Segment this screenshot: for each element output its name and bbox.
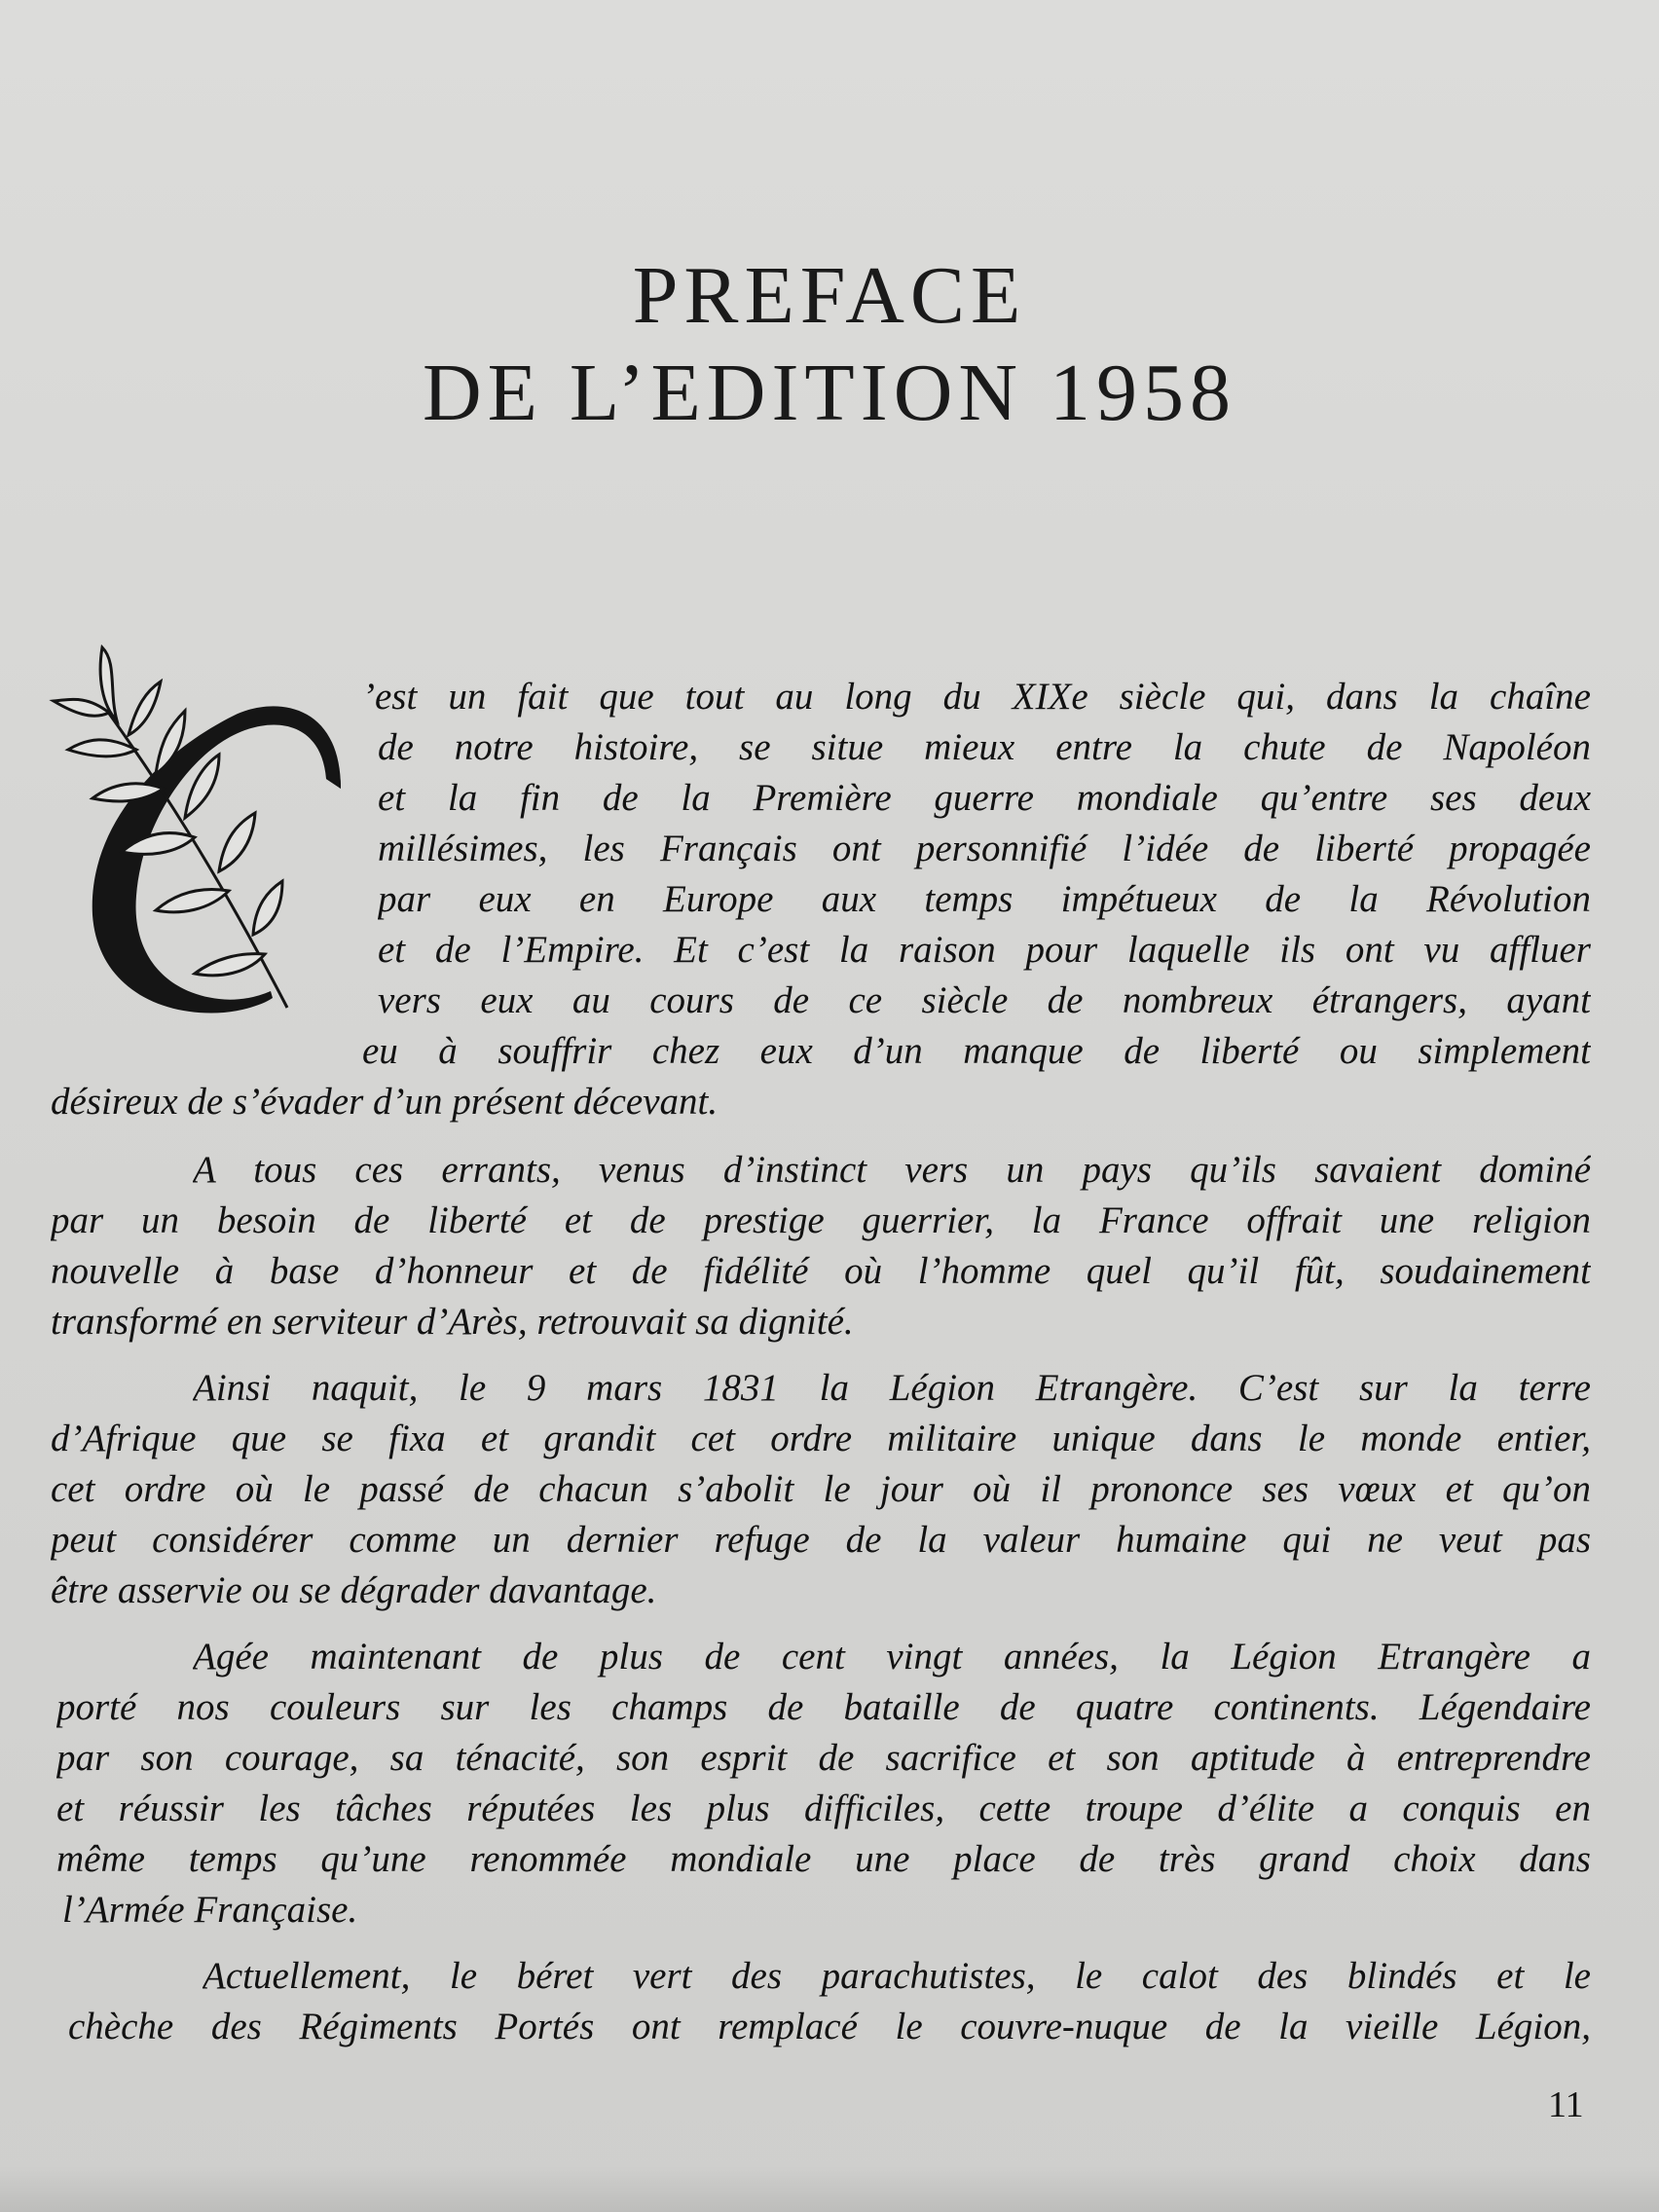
page-number: 11	[1548, 2084, 1584, 2125]
text-line: par son courage, sa ténacité, son esprit de sacrifice et son aptitude à entreprendre	[56, 1737, 1591, 1779]
text-line: et de l’Empire. Et c’est la raison pour laquelle ils ont vu affluer	[378, 929, 1591, 971]
text-line: ’est un fait que tout au long du XIXe siècle qui, dans la chaîne	[362, 676, 1591, 718]
text-line: Agée maintenant de plus de cent vingt années, la Légion Etrangère a	[193, 1636, 1591, 1677]
text-line: porté nos couleurs sur les champs de bataille de quatre continents. Légendaire	[56, 1686, 1591, 1728]
text-line: A tous ces errants, venus d’instinct vers un pays qu’ils savaient dominé	[193, 1149, 1591, 1191]
text-line: Actuellement, le béret vert des parachutistes, le calot des blindés et le	[203, 1955, 1591, 1997]
text-line: peut considérer comme un dernier refuge de la valeur humaine qui ne veut pas	[51, 1519, 1591, 1561]
text-line: l’Armée Française.	[62, 1889, 358, 1931]
text-line: même temps qu’une renommée mondiale une place de très grand choix dans	[56, 1838, 1591, 1880]
text-line: Ainsi naquit, le 9 mars 1831 la Légion Etrangère. C’est sur la terre	[193, 1367, 1591, 1409]
title-line-2: DE L’EDITION 1958	[422, 348, 1237, 438]
text-line: et réussir les tâches réputées les plus difficiles, cette troupe d’élite a conquis en	[56, 1788, 1591, 1829]
text-line: millésimes, les Français ont personnifié l’idée de liberté propagée	[378, 828, 1591, 869]
bleed-through-text	[58, 117, 1597, 171]
text-line: eu à souffrir chez eux d’un manque de liberté ou simplement	[362, 1030, 1591, 1072]
text-line: vers eux au cours de ce siècle de nombreux étrangers, ayant	[378, 979, 1591, 1021]
text-line: cet ordre où le passé de chacun s’abolit le jour où il prononce ses vœux et qu’on	[51, 1468, 1591, 1510]
text-line: transformé en serviteur d’Arès, retrouvait sa dignité.	[51, 1301, 854, 1343]
text-line: de notre histoire, se situe mieux entre la chute de Napoléon	[378, 726, 1591, 768]
text-line: nouvelle à base d’honneur et de fidélité où l’homme quel qu’il fût, soudainement	[51, 1250, 1591, 1292]
text-line: et la fin de la Première guerre mondiale qu’entre ses deux	[378, 777, 1591, 819]
text-line: désireux de s’évader d’un présent décevant.	[51, 1081, 719, 1123]
text-line: par un besoin de liberté et de prestige guerrier, la France offrait une religion	[51, 1199, 1591, 1241]
text-line: d’Afrique que se fixa et grandit cet ordre militaire unique dans le monde entier,	[51, 1418, 1591, 1459]
page-bottom-edge	[0, 2166, 1659, 2212]
drop-cap-c-icon	[49, 643, 360, 1022]
text-line: être asservie ou se dégrader davantage.	[51, 1569, 657, 1611]
text-line: par eux en Europe aux temps impétueux de la Révolution	[378, 878, 1591, 920]
text-line: chèche des Régiments Portés ont remplacé le couvre-nuque de la vieille Légion,	[68, 2006, 1591, 2047]
title-line-1: PREFACE	[632, 250, 1027, 341]
